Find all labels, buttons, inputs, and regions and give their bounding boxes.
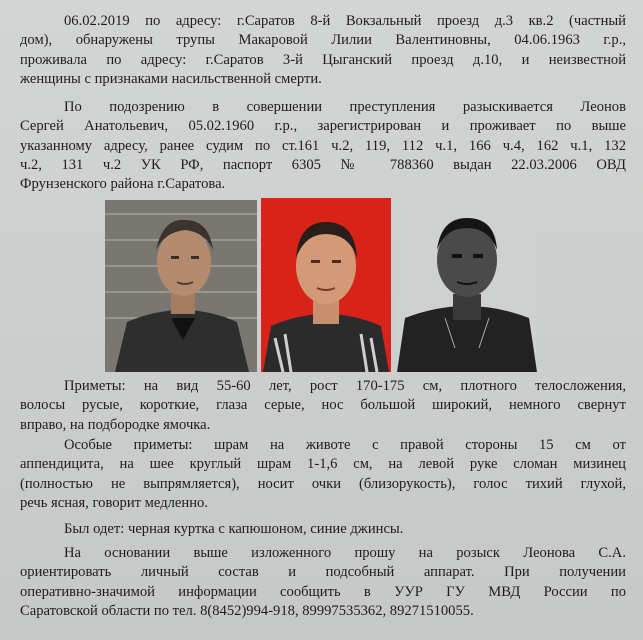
paragraph-clothing bbox=[20, 520, 626, 539]
text-line: Приметы: на вид 55-60 лет, рост 170-175 см, плотного телосложения, bbox=[64, 378, 626, 394]
text-line: Саратовской области по тел. 8(8452)994-918, 89997535362, 89271510055. bbox=[20, 602, 474, 619]
text-line: волосы русые, короткие, глаза серые, нос большой широкий, немного свернут bbox=[20, 397, 626, 414]
text-line: оперативно-значимой информации сообщить в УУР ГУ МВД России по bbox=[20, 583, 626, 600]
text-line: Особые приметы: шрам на животе с правой стороны 15 см от bbox=[64, 437, 626, 453]
text-line: Сергей Анатольевич, 05.02.1960 г.р., зарегистрирован и проживает по выше bbox=[20, 118, 626, 135]
text-line: аппендицита, на шее круглый шрам 1-1,6 см, на левой руке сломан мизинец bbox=[20, 456, 626, 473]
text-line: Фрунзенского района г.Саратова. bbox=[20, 176, 226, 193]
paragraph-special-features bbox=[20, 436, 626, 513]
text-line: Был одет: черная куртка с капюшоном, синие джинсы. bbox=[64, 521, 404, 537]
suspect-photo-3 bbox=[397, 198, 537, 372]
text-line: речь ясная, говорит медленно. bbox=[20, 494, 208, 511]
suspect-photo-2 bbox=[261, 198, 391, 372]
paragraph-request bbox=[20, 544, 626, 621]
text-line: (полностью не выпрямляется), носит очки (близорукость), голос тихий глухой, bbox=[20, 475, 626, 492]
paragraph-discovery bbox=[20, 12, 626, 89]
text-line: ориентировать личный состав и подсобный аппарат. При получении bbox=[20, 564, 626, 581]
text-line: ч.2, 131 ч.2 УК РФ, паспорт 6305 № 788360 выдан 22.03.2006 ОВД bbox=[20, 156, 626, 173]
text-line: указанному адресу, ранее судим по ст.161 ч.2, 119, 112 ч.1, 166 ч.4, 162 ч.1, 132 bbox=[20, 137, 626, 154]
text-line: На основании выше изложенного прошу на розыск Леонова С.А. bbox=[64, 545, 626, 561]
text-line: проживала по адресу: г.Саратов 3-й Цыганский проезд д.10, и неизвестной bbox=[20, 51, 626, 68]
text-line: дом), обнаружены трупы Макаровой Лилии Валентиновны, 04.06.1963 г.р., bbox=[20, 32, 626, 49]
text-line: По подозрению в совершении преступления разыскивается Леонов bbox=[64, 99, 626, 115]
text-line: 06.02.2019 по адресу: г.Саратов 8-й Вокзальный проезд д.3 кв.2 (частный bbox=[64, 13, 626, 29]
paragraph-features bbox=[20, 377, 626, 435]
paragraph-suspect bbox=[20, 98, 626, 194]
text-line: женщины с признаками насильственной смерти. bbox=[20, 70, 322, 87]
suspect-photo-1 bbox=[105, 200, 257, 372]
text-line: вправо, на подбородке ямочка. bbox=[20, 416, 211, 433]
